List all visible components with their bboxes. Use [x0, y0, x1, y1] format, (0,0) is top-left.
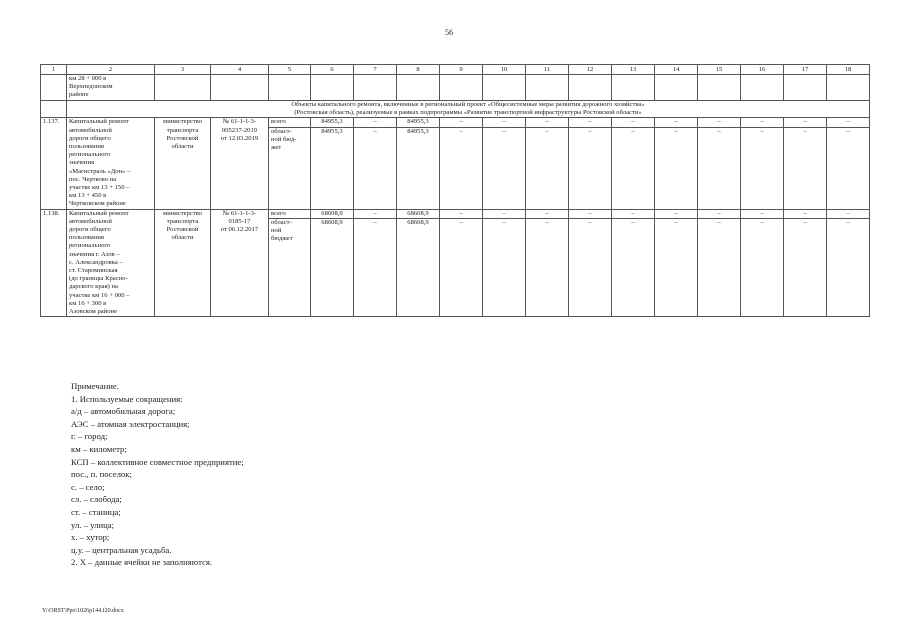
cell-value: – — [354, 209, 397, 218]
cell-value: – — [354, 218, 397, 316]
note-line: ц.у. – центральная усадьба. — [71, 544, 172, 555]
object-row — [41, 118, 870, 127]
note-line: Примечание. — [71, 381, 119, 391]
funding-source-line: област- — [271, 218, 292, 226]
cell-value: – — [741, 127, 784, 209]
funding-total-label: всего — [269, 209, 311, 218]
cell-value: – — [827, 118, 870, 127]
cell-empty — [155, 75, 211, 101]
column-number: 9 — [440, 65, 483, 75]
object-name-line: с. Александровка – — [69, 258, 123, 266]
section-heading — [67, 100, 870, 118]
column-number: 2 — [67, 65, 155, 75]
object-name-line: пос. Чертково на — [69, 175, 117, 183]
expertise-doc-line: от 12.03.2019 — [220, 134, 259, 142]
cell-value: – — [526, 209, 569, 218]
object-name — [67, 75, 155, 101]
cell-value: – — [741, 118, 784, 127]
cell-value: – — [526, 218, 569, 316]
customer-line: Ростовской — [166, 226, 199, 234]
cell-empty — [397, 75, 440, 101]
cell-empty — [311, 75, 354, 101]
object-row — [41, 209, 870, 218]
cell-empty — [741, 75, 784, 101]
customer-line: министерство — [163, 209, 202, 217]
page-number: 56 — [445, 28, 453, 37]
section-heading-line: (Ростовская область), реализуемые в рамках подпрограммы «Развитие транспортной инфраструктуры Ростовской области» — [294, 109, 642, 117]
cell-total: 84955,3 — [311, 127, 354, 209]
cell-value: – — [827, 218, 870, 316]
cell-value: – — [612, 127, 655, 209]
cell-value: – — [698, 209, 741, 218]
cell-value: – — [612, 218, 655, 316]
funding-source-line: област- — [271, 127, 292, 135]
cell-value: – — [698, 127, 741, 209]
customer-line: транспорта — [166, 217, 199, 225]
object-name-line: автомобильной — [69, 217, 112, 225]
column-number: 1 — [41, 65, 67, 75]
note-line: АЭС – атомная электростанция; — [71, 418, 190, 429]
cell-value: 68608,9 — [397, 218, 440, 316]
object-name-line: Чертковском районе — [69, 200, 126, 208]
object-name-line: районе — [69, 91, 89, 99]
expertise-doc — [211, 209, 269, 317]
column-number: 18 — [827, 65, 870, 75]
section-heading-row — [41, 100, 870, 118]
cell-value: – — [784, 218, 827, 316]
row-number: 1.137. — [41, 118, 67, 209]
note-line: х. – хутор; — [71, 532, 110, 543]
section-heading-line: Объекты капитального ремонта, включенные в региональный проект «Общесистемные меры развития дорожного хозяйства» — [291, 100, 645, 108]
expertise-doc-line: № 61-1-1-3- — [222, 118, 257, 126]
cell-value: – — [569, 209, 612, 218]
note-line: сл. – слобода; — [71, 494, 122, 505]
object-name-line: автомобильной — [69, 126, 112, 134]
cell-value: – — [440, 118, 483, 127]
expertise-doc — [211, 118, 269, 209]
column-number: 17 — [784, 65, 827, 75]
object-name-line: дороги общего — [69, 134, 111, 142]
budget-table — [40, 64, 870, 317]
object-name-line: (до границы Красно- — [69, 275, 128, 283]
cell-value: – — [655, 127, 698, 209]
object-name-line: ст. Староминская — [69, 267, 118, 275]
cell-empty — [784, 75, 827, 101]
cell-value: – — [698, 118, 741, 127]
object-name-line: км 16 + 300 в — [69, 299, 107, 307]
cell-value: – — [612, 209, 655, 218]
cell-total: 84955,3 — [311, 118, 354, 127]
funding-total-label: всего — [269, 118, 311, 127]
cell-empty — [41, 75, 67, 101]
object-name-line: Капитальный ремонт — [69, 118, 129, 126]
note-line: км – километр; — [71, 443, 127, 454]
cell-value: – — [655, 118, 698, 127]
object-name-line: участке км 13 + 150 – — [69, 184, 130, 192]
object-name-line: Капитальный ремонт — [69, 209, 129, 217]
cell-value: – — [354, 127, 397, 209]
object-name-line: регионального — [69, 151, 111, 159]
column-number: 4 — [211, 65, 269, 75]
column-number: 6 — [311, 65, 354, 75]
object-name-line: «Магистраль «Дон» – — [69, 167, 131, 175]
cell-value: – — [483, 218, 526, 316]
cell-empty — [269, 75, 311, 101]
object-name-line: Азовском районе — [69, 308, 117, 316]
column-number: 8 — [397, 65, 440, 75]
funding-source-line: ной бюд- — [271, 135, 297, 143]
cell-value: – — [483, 209, 526, 218]
column-number: 12 — [569, 65, 612, 75]
column-number: 5 — [269, 65, 311, 75]
column-number: 3 — [155, 65, 211, 75]
cell-empty — [655, 75, 698, 101]
note-line: с. – село; — [71, 481, 105, 492]
row-number: 1.138. — [41, 209, 67, 317]
cell-value: – — [784, 127, 827, 209]
cell-empty — [211, 75, 269, 101]
object-name — [67, 118, 155, 209]
cell-empty — [354, 75, 397, 101]
customer-line: Ростовской — [166, 134, 199, 142]
object-name-line: дарского края) на — [69, 283, 118, 291]
note-line: ст. – станица; — [71, 506, 121, 517]
customer-line: министерство — [163, 118, 202, 126]
cell-value: – — [827, 127, 870, 209]
customer-line: области — [171, 143, 194, 151]
object-name-line: участке км 16 + 000 – — [69, 291, 130, 299]
cell-total: 68608,9 — [311, 209, 354, 218]
cell-value: – — [569, 218, 612, 316]
note-line: 2. Х – данные ячейки не заполняются. — [71, 557, 213, 568]
note-line: пос., п. поселок; — [71, 469, 132, 480]
note-line: КСП – коллективное совместное предприятие; — [71, 456, 244, 467]
object-name-line: регионального — [69, 242, 111, 250]
note-line: а/д – автомобильная дорога; — [71, 406, 176, 417]
column-number: 13 — [612, 65, 655, 75]
expertise-doc-line: от 06.12.2017 — [220, 226, 259, 234]
cell-empty — [483, 75, 526, 101]
notes-block — [71, 380, 244, 569]
cell-value: – — [440, 127, 483, 209]
funding-source — [269, 127, 311, 209]
column-number: 15 — [698, 65, 741, 75]
footer-file-path: Y:\ORST\Ppo\1026p144.f20.docx — [42, 608, 124, 614]
cell-value: – — [440, 218, 483, 316]
funding-source-line: ной — [271, 227, 282, 235]
expertise-doc-line: 005237-2019 — [221, 126, 258, 134]
funding-source-line: жет — [271, 144, 282, 152]
note-line: 1. Используемые сокращения: — [71, 393, 183, 404]
column-number: 11 — [526, 65, 569, 75]
cell-value: 68608,9 — [397, 209, 440, 218]
funding-source — [269, 218, 311, 316]
cell-value: – — [354, 118, 397, 127]
cell-value: – — [526, 118, 569, 127]
cell-empty — [569, 75, 612, 101]
cell-value: – — [483, 127, 526, 209]
object-name-line: км 13 + 450 в — [69, 192, 107, 200]
object-name — [67, 209, 155, 317]
expertise-doc-line: № 61-1-1-3- — [222, 209, 257, 217]
cell-value: – — [784, 118, 827, 127]
customer — [155, 209, 211, 317]
object-name-line: пользования — [69, 143, 104, 151]
header-row — [41, 65, 870, 75]
cell-value: – — [483, 118, 526, 127]
cell-value: – — [698, 218, 741, 316]
cell-value: 84955,3 — [397, 127, 440, 209]
cell-value: – — [655, 218, 698, 316]
object-name-line: значения — [69, 159, 95, 167]
cell-value: – — [741, 209, 784, 218]
note-line: ул. – улица; — [71, 519, 115, 530]
object-name-line: км 28 + 000 в — [69, 75, 107, 82]
customer — [155, 118, 211, 209]
note-line: г. – город; — [71, 431, 108, 442]
column-number: 16 — [741, 65, 784, 75]
cell-total: 68608,9 — [311, 218, 354, 316]
cell-value: – — [741, 218, 784, 316]
cell-value: – — [569, 127, 612, 209]
customer-line: транспорта — [166, 126, 199, 134]
customer-line: области — [171, 234, 194, 242]
object-name-line: значения г. Азов – — [69, 250, 120, 258]
object-name-line: пользования — [69, 234, 104, 242]
cell-value: 84955,3 — [397, 118, 440, 127]
expertise-doc-line: 0185-17 — [228, 217, 251, 225]
cell-value: – — [655, 209, 698, 218]
object-name-line: дороги общего — [69, 226, 111, 234]
cell-value: – — [569, 118, 612, 127]
cell-value: – — [526, 127, 569, 209]
cell-value: – — [784, 209, 827, 218]
column-number: 7 — [354, 65, 397, 75]
column-number: 14 — [655, 65, 698, 75]
cell-empty — [526, 75, 569, 101]
cell-value: – — [827, 209, 870, 218]
cell-empty — [698, 75, 741, 101]
column-number: 10 — [483, 65, 526, 75]
cell-value: – — [612, 118, 655, 127]
continuation-row — [41, 75, 870, 101]
cell-value: – — [440, 209, 483, 218]
object-name-line: Верхнедонском — [69, 83, 113, 91]
cell-empty — [41, 100, 67, 118]
cell-empty — [612, 75, 655, 101]
cell-empty — [440, 75, 483, 101]
funding-source-line: бюджет — [271, 235, 293, 243]
cell-empty — [827, 75, 870, 101]
